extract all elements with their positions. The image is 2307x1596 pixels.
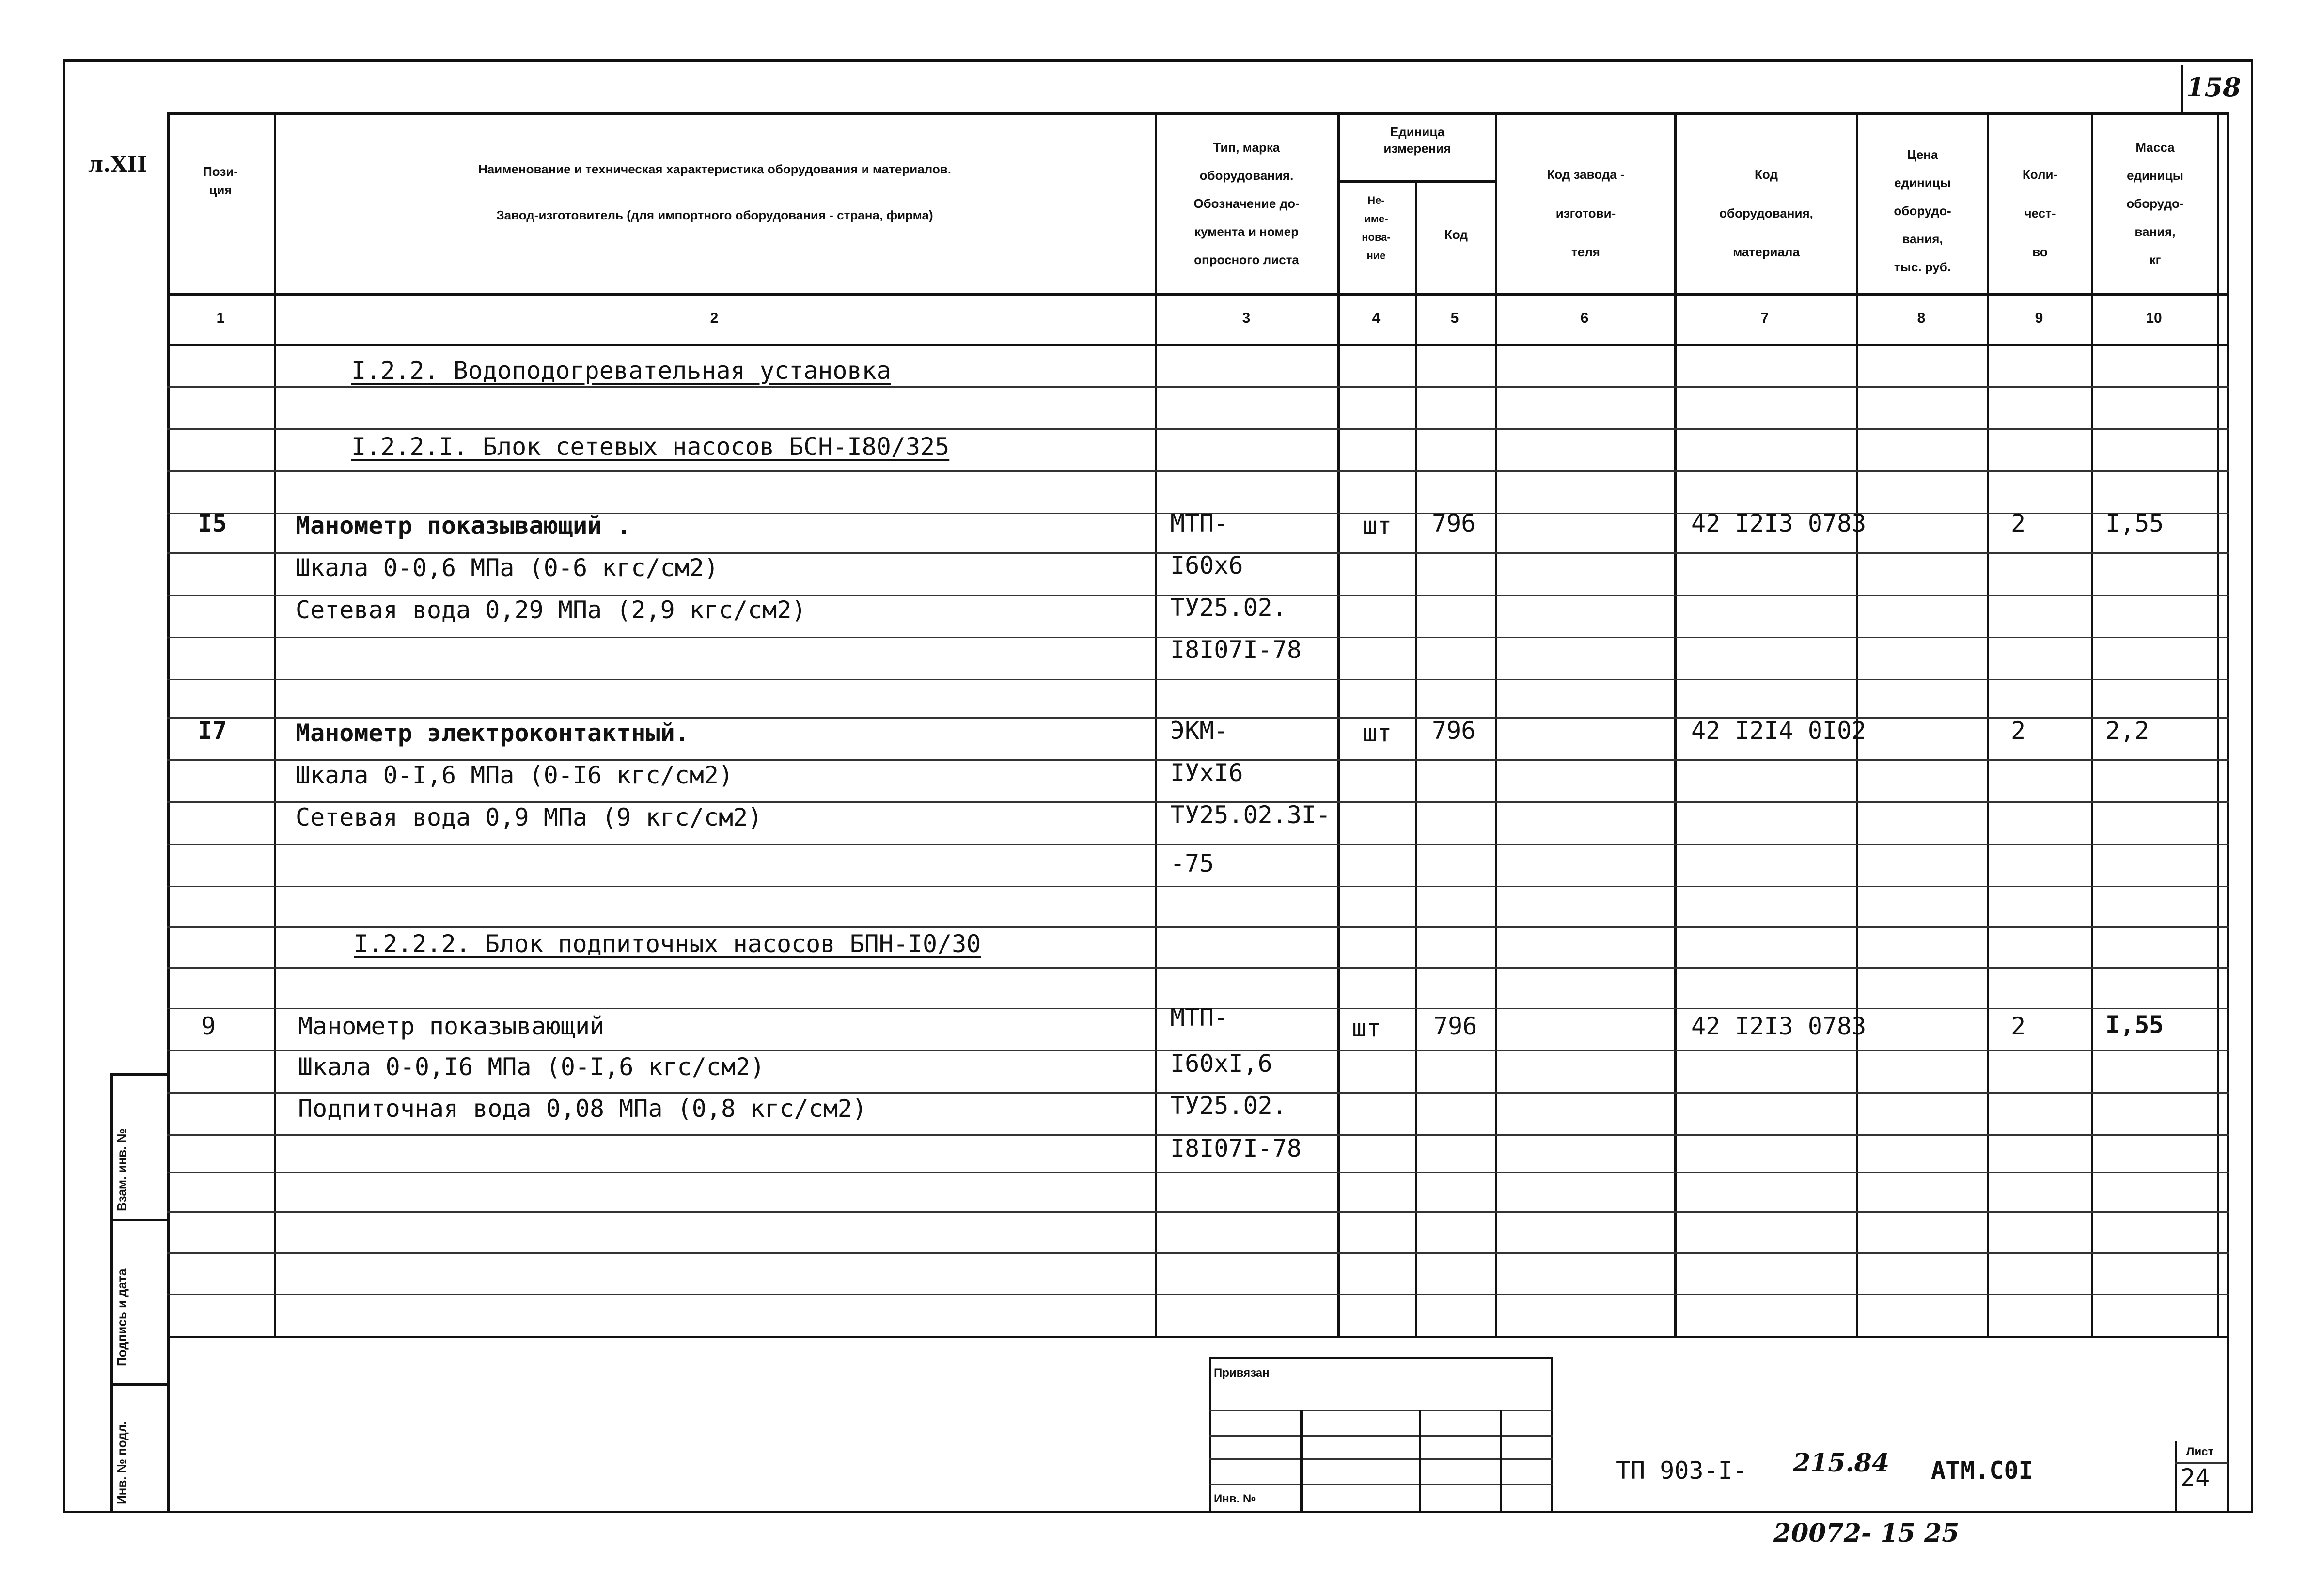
colnum-2: 2 bbox=[710, 310, 719, 326]
sheet-label: Лист bbox=[2186, 1445, 2214, 1458]
section-heading: I.2.2.I. Блок сетевых насосов БСН-I80/325 bbox=[351, 433, 950, 461]
header-unit-name: Не- име- нова- ние bbox=[1362, 194, 1391, 262]
sheet-number: 24 bbox=[2181, 1464, 2210, 1492]
item-type: I60x6 bbox=[1170, 551, 1243, 579]
row-line bbox=[167, 1172, 2229, 1173]
sheet-box-left bbox=[2175, 1441, 2177, 1511]
row-line bbox=[167, 1211, 2229, 1213]
item-description: Шкала 0-0,I6 МПа (0-I,6 кгс/см2) bbox=[298, 1053, 765, 1081]
header-quantity: Коли- чест- во bbox=[2022, 167, 2058, 259]
item-mass: I,55 bbox=[2105, 1011, 2164, 1039]
bottom-handwritten-number: 20072- 15 25 bbox=[1773, 1518, 1960, 1548]
col-line bbox=[1337, 112, 1340, 1338]
row-line bbox=[167, 1294, 2229, 1295]
frame-bottom bbox=[63, 1511, 2253, 1513]
col-line bbox=[1155, 112, 1157, 1338]
row-line bbox=[167, 926, 2229, 928]
colnum-8: 8 bbox=[1917, 310, 1926, 326]
item-type: ТУ25.02. bbox=[1170, 1092, 1287, 1120]
item-equipment-code: 42 I2I4 0I02 bbox=[1691, 717, 1867, 745]
header-name-line2: Завод-изготовитель (для импортного оборудования - страна, фирма) bbox=[496, 208, 933, 222]
item-unit-code: 796 bbox=[1432, 509, 1476, 537]
colnum-3: 3 bbox=[1242, 310, 1251, 326]
colnum-4: 4 bbox=[1372, 310, 1381, 326]
margin-col-line bbox=[110, 1073, 113, 1511]
page-number: 158 bbox=[2186, 72, 2241, 103]
table-body-bottom bbox=[167, 1336, 2229, 1338]
row-line bbox=[167, 844, 2229, 845]
header-unit-code: Код bbox=[1444, 227, 1468, 242]
stamp-inner-line bbox=[1419, 1410, 1421, 1511]
margin-signature-date: Подпись и дата bbox=[114, 1268, 129, 1366]
colnum-7: 7 bbox=[1760, 310, 1769, 326]
row-line bbox=[167, 886, 2229, 887]
item-quantity: 2 bbox=[2011, 509, 2026, 537]
header-plant-code: Код завода - изготови- теля bbox=[1547, 167, 1625, 259]
colnum-10: 10 bbox=[2146, 310, 2162, 326]
stamp-inv-label: Инв. № bbox=[1214, 1492, 1256, 1505]
row-line bbox=[167, 386, 2229, 388]
colnum-1: 1 bbox=[216, 310, 225, 326]
item-equipment-code: 42 I2I3 0783 bbox=[1691, 509, 1867, 537]
colnum-9: 9 bbox=[2035, 310, 2043, 326]
margin-replacement-inv: Взам. инв. № bbox=[114, 1128, 129, 1211]
item-type: ТУ25.02.3I- bbox=[1170, 801, 1331, 829]
item-type: ЭКМ- bbox=[1170, 717, 1229, 745]
item-type: I8I07I-78 bbox=[1170, 636, 1302, 664]
item-type: I8I07I-78 bbox=[1170, 1134, 1302, 1162]
item-unit-code: 796 bbox=[1432, 717, 1476, 745]
doc-prefix: ТП 903-I- bbox=[1616, 1456, 1747, 1485]
colnum-5: 5 bbox=[1450, 310, 1459, 326]
col-line bbox=[1674, 112, 1677, 1338]
stamp-top bbox=[1209, 1357, 1553, 1359]
table-right-border bbox=[2227, 112, 2229, 1511]
item-description: Сетевая вода 0,9 МПа (9 кгс/см2) bbox=[296, 803, 763, 831]
margin-original-inv: Инв. № подл. bbox=[114, 1421, 129, 1504]
item-mass: I,55 bbox=[2105, 509, 2164, 537]
item-description: Сетевая вода 0,29 МПа (2,9 кгс/см2) bbox=[296, 596, 806, 624]
col-line bbox=[274, 112, 276, 1338]
stamp-attached-label: Привязан bbox=[1214, 1366, 1270, 1379]
table-top-border bbox=[167, 112, 2229, 115]
item-quantity: 2 bbox=[2011, 717, 2026, 745]
item-quantity: 2 bbox=[2011, 1012, 2026, 1040]
header-name-line1: Наименование и техническая характеристика оборудования и материалов. bbox=[478, 162, 951, 176]
item-description: Шкала 0-0,6 МПа (0-6 кгс/см2) bbox=[296, 554, 719, 582]
item-position: I5 bbox=[198, 509, 227, 537]
header-mass: Масса единицы оборудо- вания, кг bbox=[2126, 140, 2184, 267]
item-name: Манометр показывающий bbox=[298, 1012, 605, 1040]
col-line bbox=[2217, 112, 2219, 1338]
item-name: Манометр показывающий . bbox=[296, 512, 631, 540]
colnum-bottom-line bbox=[167, 344, 2229, 346]
item-type: -75 bbox=[1170, 849, 1214, 877]
frame-right bbox=[2251, 59, 2253, 1513]
item-position: I7 bbox=[198, 717, 227, 745]
section-heading: I.2.2. Водоподогревательная установка bbox=[351, 357, 891, 385]
header-price: Цена единицы оборудо- вания, тыс. руб. bbox=[1894, 147, 1951, 274]
item-unit: шт bbox=[1363, 719, 1392, 747]
stamp-inner-line bbox=[1300, 1410, 1303, 1511]
section-heading: I.2.2.2. Блок подпиточных насосов БПН-I0/30 bbox=[354, 930, 981, 958]
table-left-border bbox=[167, 112, 170, 1511]
col-line bbox=[2091, 112, 2093, 1338]
row-line bbox=[167, 470, 2229, 472]
margin-line bbox=[110, 1219, 169, 1221]
item-type: ТУ25.02. bbox=[1170, 594, 1287, 622]
item-mass: 2,2 bbox=[2105, 717, 2150, 745]
item-description: Шкала 0-I,6 МПа (0-I6 кгс/см2) bbox=[296, 761, 734, 789]
row-line bbox=[167, 967, 2229, 969]
item-type: МТП- bbox=[1170, 1003, 1229, 1032]
header-position: Пози- ция bbox=[203, 164, 238, 197]
colnum-6: 6 bbox=[1580, 310, 1589, 326]
stamp-right bbox=[1551, 1357, 1553, 1511]
header-type: Тип, марка оборудования. Обозначение до- кумента и номер опросного листа bbox=[1193, 140, 1300, 267]
frame-top bbox=[63, 59, 2253, 62]
frame-left bbox=[63, 59, 65, 1512]
item-equipment-code: 42 I2I3 0783 bbox=[1691, 1012, 1867, 1040]
margin-line bbox=[110, 1073, 169, 1076]
item-description: Подпиточная вода 0,08 МПа (0,8 кгс/см2) bbox=[298, 1095, 867, 1123]
sheet-mark: л.XII bbox=[88, 152, 147, 177]
col-line bbox=[1495, 112, 1497, 1338]
doc-mark: АТМ.С0I bbox=[1931, 1456, 2033, 1485]
item-type: IУxI6 bbox=[1170, 759, 1243, 787]
item-unit: шт bbox=[1352, 1014, 1381, 1042]
item-unit-code: 796 bbox=[1433, 1012, 1477, 1040]
item-type: I60xI,6 bbox=[1170, 1049, 1272, 1078]
doc-number-handwritten: 215.84 bbox=[1793, 1448, 1890, 1478]
margin-line bbox=[110, 1383, 169, 1386]
header-unit-group: Единица измерения bbox=[1383, 125, 1451, 156]
row-line bbox=[167, 1252, 2229, 1254]
col-line bbox=[1987, 112, 1989, 1338]
header-bottom-line bbox=[167, 293, 2229, 296]
unit-subheader-line bbox=[1337, 180, 1497, 183]
stamp-inner-line bbox=[1500, 1410, 1502, 1511]
row-line bbox=[167, 428, 2229, 430]
page-box-left bbox=[2181, 65, 2183, 114]
item-type: МТП- bbox=[1170, 509, 1229, 537]
header-equipment-code: Код оборудования, материала bbox=[1719, 167, 1813, 259]
row-line bbox=[167, 679, 2229, 680]
item-name: Манометр электроконтактный. bbox=[296, 719, 690, 747]
item-unit: шт bbox=[1363, 512, 1392, 540]
item-position: 9 bbox=[201, 1012, 216, 1040]
stamp-left bbox=[1209, 1357, 1211, 1511]
